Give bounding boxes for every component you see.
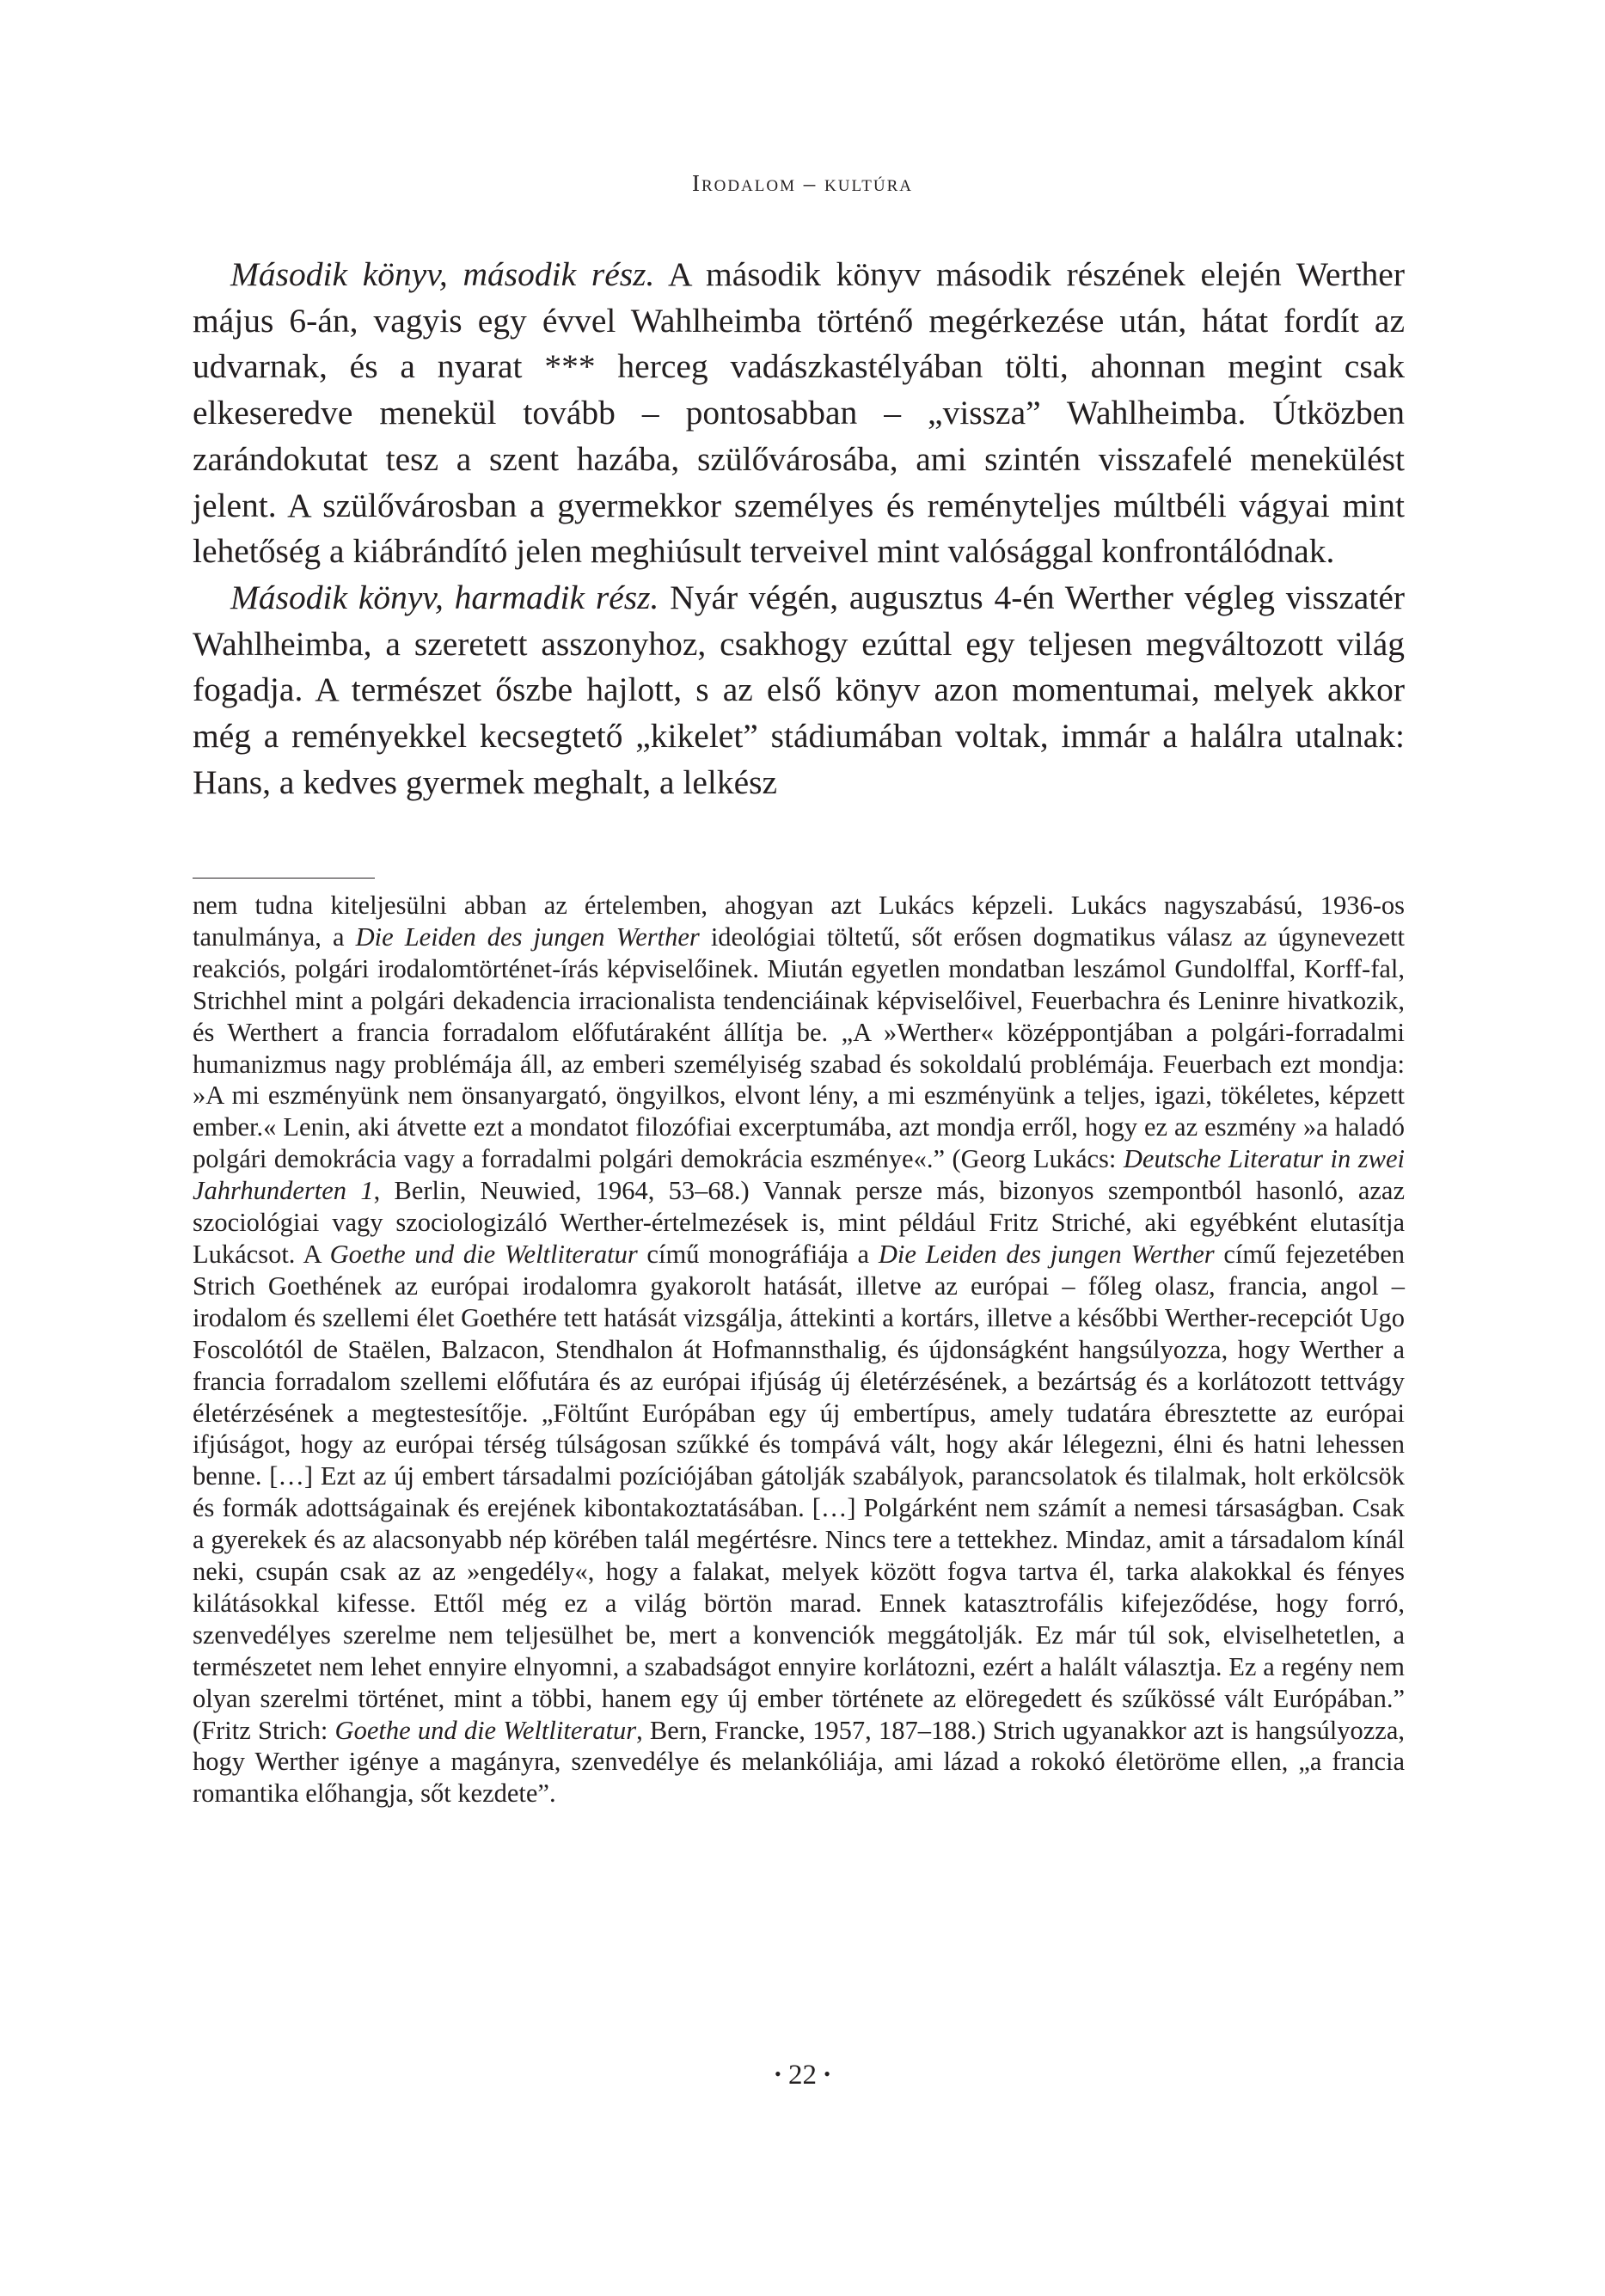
footnote-separator	[193, 878, 375, 879]
footnote	[193, 890, 1405, 1809]
book-title: Die Leiden des jungen Werther	[878, 1239, 1215, 1269]
paragraph	[193, 252, 1405, 575]
footnote-segment: ideológiai töltetű, sőt erősen dogmatikus válasz az úgynevezett reakciós, polgári irodalomtörténet-írás képviselőinek. Miután egyetlen mondatban leszámol Gundolffal, Korff-fal, Strichhel mint a polgári dekadencia irracionalista tendenciáinak képviselőivel, Feuerbachra és Leninre hivatkozik, és Werthert a francia forradalom előfutáraként állítja be. „A »Werther« középpontjában a polgári-forradalmi humanizmus nagy problémája áll, az emberi személyiség szabad és sokoldalú problémája. Feuerbach ezt mondja: »A mi eszményünk nem önsanyargató, öngyilkos, elvont lény, a mi eszményünk a teljes, igazi, tökéletes, képzett ember.« Lenin, aki átvette ezt a mondatot filozófiai excerptumába, azt mondja erről, hogy ez az eszmény »a haladó polgári demokrácia vagy a forradalmi polgári demokrácia eszménye«.” (Georg Lukács:	[193, 921, 1405, 1174]
paragraph-text: Nyár végén, augusztus 4-én Werther végleg visszatér Wahlheimba, a szeretett asszonyhoz, csakhogy ezúttal egy teljesen megváltozott világ fogadja. A természet őszbe hajlott, s az első könyv azon momentumai, melyek akkor még a reményekkel kecsegtető „kikelet” stádiumában voltak, immár a halálra utalnak: Hans, a kedves gyermek meghalt, a lelkész	[193, 578, 1405, 801]
book-title: Goethe und die Weltliteratur	[334, 1715, 637, 1745]
running-head: Irodalom – kultúra	[691, 170, 914, 196]
footnote-segment: , Berlin, Neuwied, 1964, 53–68.) Vannak persze más, bizonyos szempontból hasonló, azaz szociológiai vagy szociologizáló Werther-értelmezések is, mint például Fritz Striché, aki egyébként elutasítja Lukácsot. A	[193, 1176, 1405, 1269]
footnote-segment: , Bern, Francke, 1957, 187–188.) Strich ugyanakkor azt is hangsúlyozza, hogy Werther igénye a magányra, szenvedélye és melankóliája, ami lázad a rokokó életöröme ellen, „a francia romantika előhangja, sőt kezdete”.	[193, 1715, 1405, 1809]
footnote-text	[193, 890, 1405, 1809]
section-lead: Második könyv, második rész.	[230, 255, 655, 293]
page-number-value: 22	[788, 2060, 817, 2091]
book-title: Goethe und die Weltliteratur	[329, 1239, 638, 1269]
book-title: Die Leiden des jungen Werther	[355, 921, 700, 952]
book-title: Deutsche Literatur in zwei Jahrhunderten 1	[193, 1144, 1405, 1206]
footnote-segment: című monográfiája a	[637, 1239, 879, 1269]
footnote-segment: című fejezetében Strich Goethének az európai irodalomra gyakorolt hatását, illetve az európai – főleg olasz, francia, angol – irodalom és szellemi élet Goethére tett hatását vizsgálja, áttekinti a kortárs, illetve a későbbi Werther-recepciót Ugo Foscolótól de Staëlen, Balzacon, Stendhalon át Hofmannsthalig, és újdonságként hangsúlyozza, hogy Werther a francia forradalom szellemi előfutára és az európai ifjúság új életérzésének, a bezártság és a korlátozott tettvágy életérzésének a megtestesítője. „Föltűnt Európában egy új embertípus, amely tudatára ébresztette az európai ifjúságot, hogy az európai térség túlságosan szűkké és tompává vált, hogy akár lélegezni, élni és hatni lehessen benne. […] Ezt az új embert társadalmi pozíciójában gátolják szabályok, parancsolatok és tilalmak, holt erkölcsök és formák adottságainak és erejének kibontakoztatásában. […] Polgárként nem számít a nemesi társaságban. Csak a gyerekek és az alacsonyabb nép körében talál megértésre. Nincs tere a tettekhez. Mindaz, amit a társadalom kínál neki, csupán csak az az »engedély«, hogy a falakat, melyek között fogva tartva él, tarka alakokkal és fényes kilátásokkal kifesse. Ettől még ez a világ börtön marad. Ennek katasztrofális kifejeződése, hogy forró, szenvedélyes szerelme nem teljesülhet be, mert a konvenciók meggátolják. Ez már túl sok, elviselhetetlen, a természetet nem lehet ennyire elnyomni, a szabadságot ennyire korlátozni, ezért a halált választja. Ez a regény nem olyan szerelmi történet, mint a többi, hanem egy új ember története az elöregedett és szűkössé vált Európában.” (Fritz Strich:	[193, 1239, 1405, 1745]
footnote-segment: nem tudna kiteljesülni abban az értelemben, ahogyan azt Lukács képzeli. Lukács nagyszabású, 1936-os tanulmánya, a	[193, 891, 1405, 952]
main-text	[193, 252, 1405, 805]
paragraph	[193, 575, 1405, 806]
paragraph-text: A második könyv második részének elején Werther május 6-án, vagyis egy évvel Wahlheimba történő megérkezése után, hátat fordít az udvarnak, és a nyarat *** herceg vadászkastélyában tölti, ahonnan megint csak elkeseredve menekül tovább – pontosabban – „vissza” Wahlheimba. Útközben zarándokutat tesz a szent hazába, szülővárosába, ami szintén visszafelé menekülést jelent. A szülővárosban a gyermekkor személyes és reményteljes múltbéli vágyai mint lehetőség a kiábrándító jelen meghiúsult terveivel mint valósággal konfrontálódnak.	[193, 255, 1405, 571]
bullet-icon: •	[775, 2063, 781, 2085]
bullet-icon: •	[824, 2063, 830, 2085]
section-lead: Második könyv, harmadik rész.	[230, 578, 659, 616]
page-number	[0, 2060, 1605, 2091]
